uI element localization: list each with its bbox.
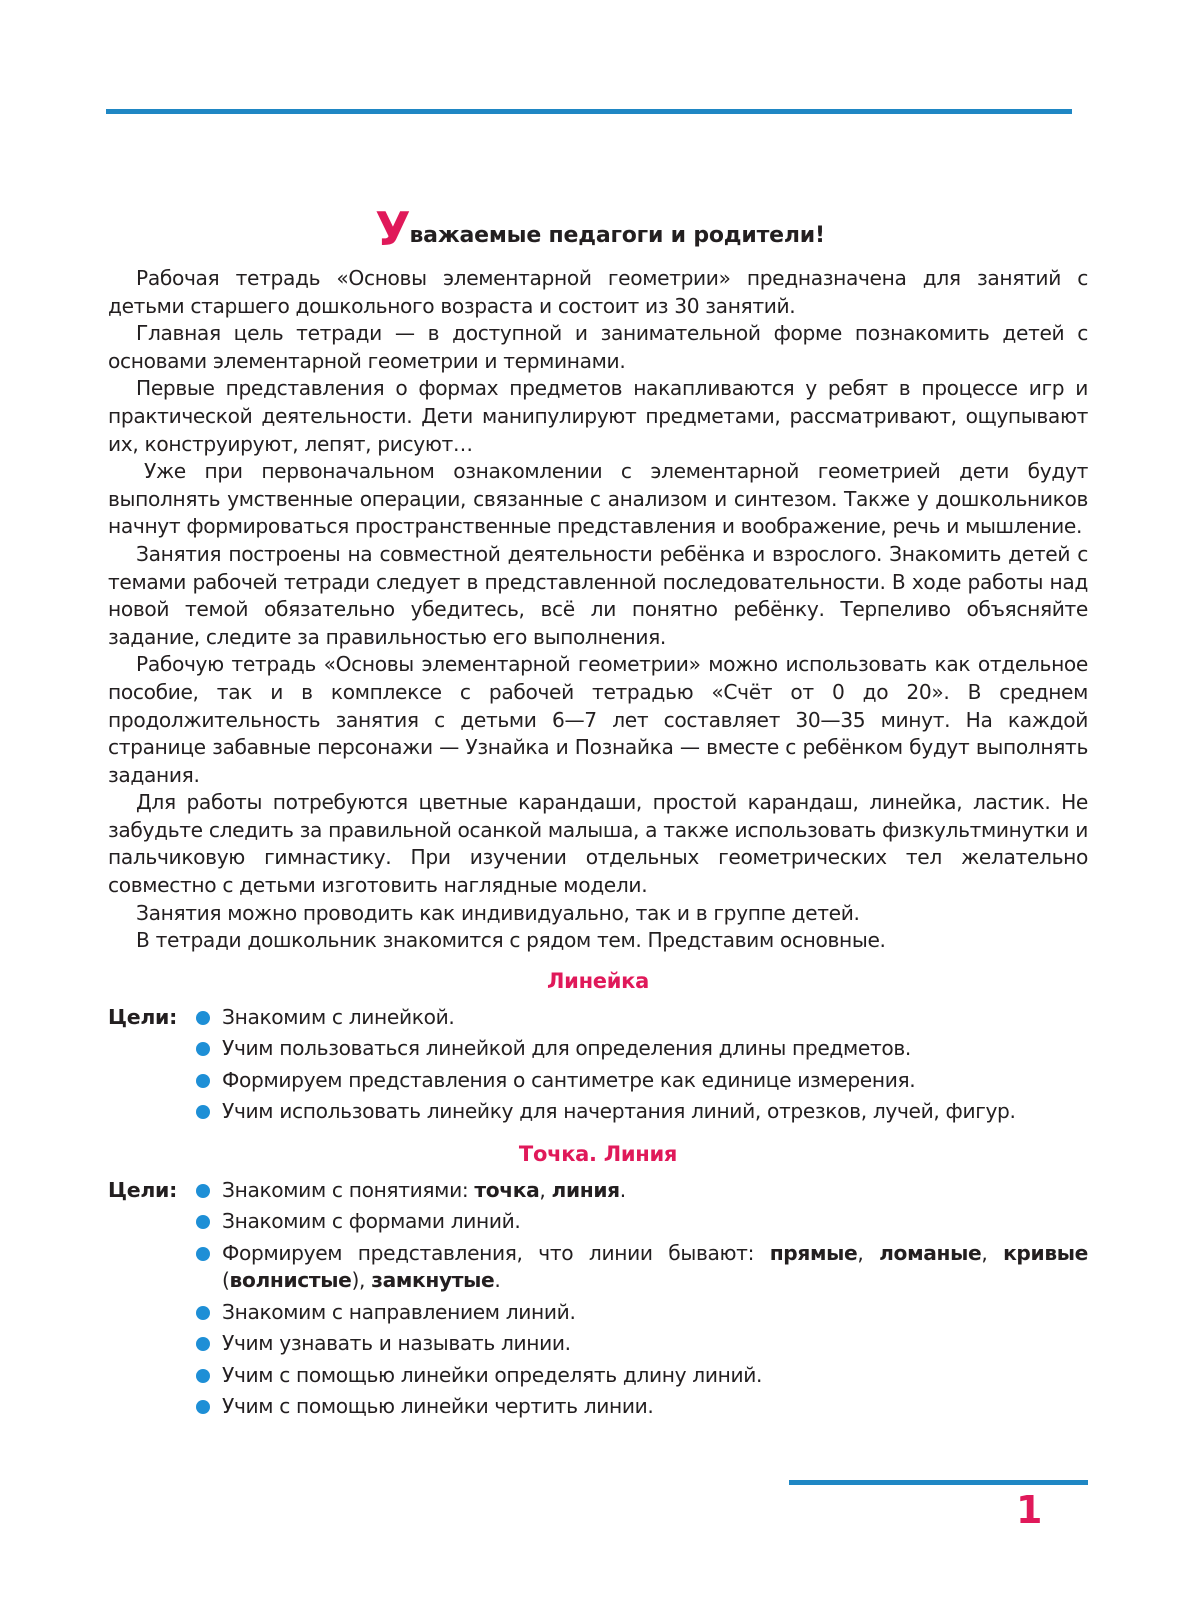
goal-item [194, 1238, 1088, 1297]
intro-paragraph: Занятия построены на совместной деятельности ребёнка и взрослого. Знакомить детей с темами рабочей тетради следует в представленной последовательности. В ходе работы над новой темой обязательно убедитесь, всё ли понятно ребёнку. Терпеливо объясняйте задание, следите за правильностью его выполнения. [108, 541, 1088, 649]
goal-item: Знакомим с направлением линий. [194, 1297, 1088, 1329]
section-heading: Линейка [547, 968, 649, 993]
bullet-dot-icon [196, 1184, 210, 1198]
title-text: важаемые педагоги и родители! [409, 223, 825, 248]
page-number: 1 [1016, 1488, 1043, 1532]
goals-block [108, 1002, 1088, 1128]
intro-paragraph: Главная цель тетради — в доступной и занимательной форме познакомить детей с основами элементарной геометрии и терминами. [108, 321, 1088, 373]
intro-paragraph: Рабочую тетрадь «Основы элементарной геометрии» можно использовать как отдельное пособие, так и в комплексе с рабочей тетрадью «Счёт от 0 до 20». В среднем продолжительность занятия с детьми 6—7 лет составляет 30—35 минут. На каждой странице забавные персонажи — Узнайка и Познайка — вместе с ребёнком будут выполнять задания. [108, 652, 1088, 787]
intro-paragraph: Уже при первоначальном ознакомлении с элементарной геометрией дети будут выполнять умственные операции, связанные с анализом и синтезом. Также у дошкольников начнут формироваться пространственные представления и воображение, речь и мышление. [108, 459, 1088, 539]
goals-list [194, 1175, 1088, 1423]
intro-paragraph: Первые представления о формах предметов накапливаются у ребят в процессе игр и практической деятельности. Дети манипулируют предметами, рассматривают, ощупывают их, конструируют, лепят, рисуют… [108, 376, 1088, 456]
goal-item: Формируем представления о сантиметре как единице измерения. [194, 1065, 1088, 1097]
goal-item: Знакомим с линейкой. [194, 1002, 1088, 1034]
goal-item: Учим пользоваться линейкой для определения длины предметов. [194, 1033, 1088, 1065]
goal-item: Знакомим с формами линий. [194, 1206, 1088, 1238]
intro-paragraph: Для работы потребуются цветные карандаши, простой карандаш, линейка, ластик. Не забудьте следить за правильной осанкой малыша, а также использовать физкультминутки и пальчиковую гимнастику. При изучении отдельных геометрических тел желательно совместно с детьми изготовить наглядные модели. [108, 790, 1088, 898]
rich-text: Формируем представления, что линии бывают: прямые, ломаные, кривые (волнистые), замкнутые. [222, 1240, 1088, 1292]
goal-item: Учим использовать линейку для начертания линий, отрезков, лучей, фигур. [194, 1096, 1088, 1128]
goals-label: Цели: [108, 1177, 177, 1202]
intro-paragraph: В тетради дошкольник знакомится с рядом тем. Представим основные. [136, 928, 886, 953]
page-title [0, 204, 1200, 258]
bullet-dot-icon [196, 1042, 210, 1056]
bullet-dot-icon [196, 1215, 210, 1229]
bullet-dot-icon [196, 1105, 210, 1119]
goals-block [108, 1175, 1088, 1423]
section-point-line [108, 1140, 1088, 1423]
bullet-dot-icon [196, 1074, 210, 1088]
title-drop-initial: У [375, 202, 411, 256]
goal-item: Учим с помощью линейки чертить линии. [194, 1391, 1088, 1423]
bullet-dot-icon [196, 1306, 210, 1320]
bullet-dot-icon [196, 1337, 210, 1351]
intro-paragraph: Занятия можно проводить как индивидуально, так и в группе детей. [136, 900, 860, 925]
intro-paragraph: Рабочая тетрадь «Основы элементарной геометрии» предназначена для занятий с детьми старшего дошкольного возраста и состоит из 30 занятий. [108, 266, 1088, 318]
goal-item [194, 1175, 1088, 1207]
bullet-dot-icon [196, 1369, 210, 1383]
section-heading: Точка. Линия [518, 1141, 678, 1166]
bullet-dot-icon [196, 1011, 210, 1025]
section-ruler [108, 967, 1088, 1128]
goals-label: Цели: [108, 1004, 177, 1029]
bottom-divider-rule [789, 1480, 1088, 1485]
bullet-dot-icon [196, 1247, 210, 1261]
bullet-dot-icon [196, 1400, 210, 1414]
rich-text: Знакомим с понятиями: точка, линия. [222, 1177, 626, 1202]
page-body [108, 265, 1088, 1423]
goals-list [194, 1002, 1088, 1128]
goal-item: Учим узнавать и называть линии. [194, 1328, 1088, 1360]
top-divider-rule [106, 109, 1072, 114]
goal-item: Учим с помощью линейки определять длину линий. [194, 1360, 1088, 1392]
